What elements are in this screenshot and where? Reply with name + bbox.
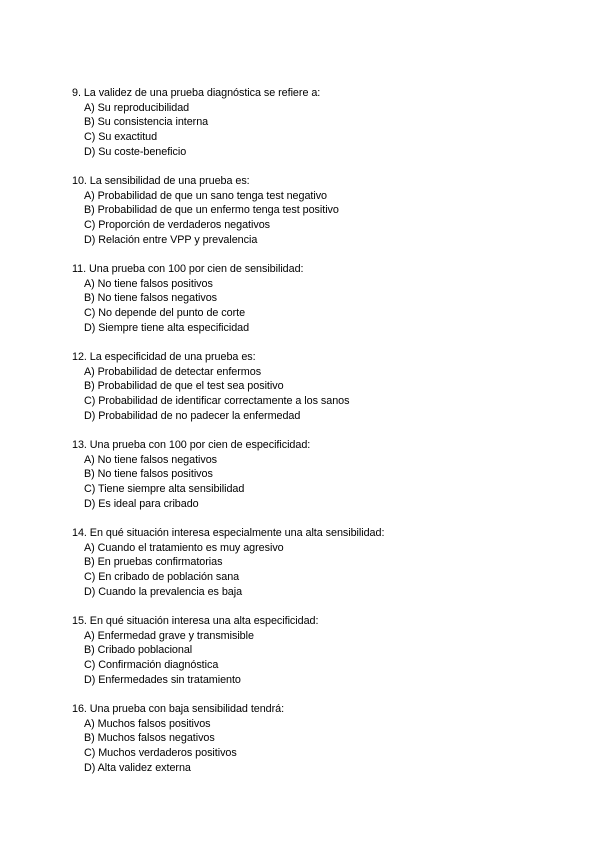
option-b: B) Probabilidad de que el test sea positivo — [84, 380, 284, 393]
option-a: A) Enfermedad grave y transmisible — [84, 629, 254, 642]
option-d: D) Cuando la prevalencia es baja — [84, 585, 243, 598]
question-14 — [72, 526, 572, 599]
option-a: A) No tiene falsos negativos — [84, 453, 218, 466]
option-c: C) Su exactitud — [84, 131, 158, 144]
question-15 — [72, 614, 572, 687]
option-b: B) En pruebas confirmatorias — [84, 556, 223, 569]
question-text: 11. Una prueba con 100 por cien de sensibilidad: — [72, 263, 304, 275]
option-c: C) Muchos verdaderos positivos — [84, 747, 237, 760]
option-a: A) Muchos falsos positivos — [84, 717, 211, 730]
question-text: 16. Una prueba con baja sensibilidad tendrá: — [72, 703, 285, 715]
question-text: 12. La especificidad de una prueba es: — [72, 351, 256, 363]
question-text: 9. La validez de una prueba diagnóstica se refiere a: — [72, 87, 321, 99]
option-d: D) Es ideal para cribado — [84, 497, 199, 510]
option-c: C) Tiene siempre alta sensibilidad — [84, 483, 245, 496]
question-text: 10. La sensibilidad de una prueba es: — [72, 175, 250, 187]
option-b: B) Muchos falsos negativos — [84, 732, 215, 745]
question-13 — [72, 438, 572, 511]
option-a: A) Su reproducibilidad — [84, 101, 190, 114]
question-text: 15. En qué situación interesa una alta especificidad: — [72, 615, 319, 627]
question-12 — [72, 350, 572, 423]
option-c: C) Confirmación diagnóstica — [84, 659, 219, 672]
option-d: D) Su coste-beneficio — [84, 145, 187, 158]
option-a: A) No tiene falsos positivos — [84, 277, 213, 290]
option-d: D) Enfermedades sin tratamiento — [84, 673, 241, 686]
option-c: C) Probabilidad de identificar correctamente a los sanos — [84, 395, 350, 408]
option-d: D) Siempre tiene alta especificidad — [84, 321, 250, 334]
option-a: A) Probabilidad de detectar enfermos — [84, 365, 262, 378]
question-11 — [72, 262, 572, 335]
option-c: C) No depende del punto de corte — [84, 307, 246, 320]
option-b: B) Su consistencia interna — [84, 116, 209, 129]
question-9 — [72, 86, 572, 159]
question-16 — [72, 702, 572, 775]
question-text: 13. Una prueba con 100 por cien de especificidad: — [72, 439, 311, 451]
option-d: D) Alta validez externa — [84, 761, 191, 774]
option-c: C) Proporción de verdaderos negativos — [84, 219, 270, 232]
option-b: B) Cribado poblacional — [84, 644, 193, 657]
option-d: D) Relación entre VPP y prevalencia — [84, 233, 258, 246]
option-b: B) No tiene falsos negativos — [84, 292, 218, 305]
question-10 — [72, 174, 572, 247]
option-b: B) No tiene falsos positivos — [84, 468, 213, 481]
option-d: D) Probabilidad de no padecer la enfermedad — [84, 409, 301, 422]
option-a: A) Probabilidad de que un sano tenga test negativo — [84, 189, 328, 202]
option-b: B) Probabilidad de que un enfermo tenga test positivo — [84, 204, 339, 217]
option-c: C) En cribado de población sana — [84, 571, 240, 584]
option-a: A) Cuando el tratamiento es muy agresivo — [84, 541, 284, 554]
question-text: 14. En qué situación interesa especialmente una alta sensibilidad: — [72, 527, 385, 539]
